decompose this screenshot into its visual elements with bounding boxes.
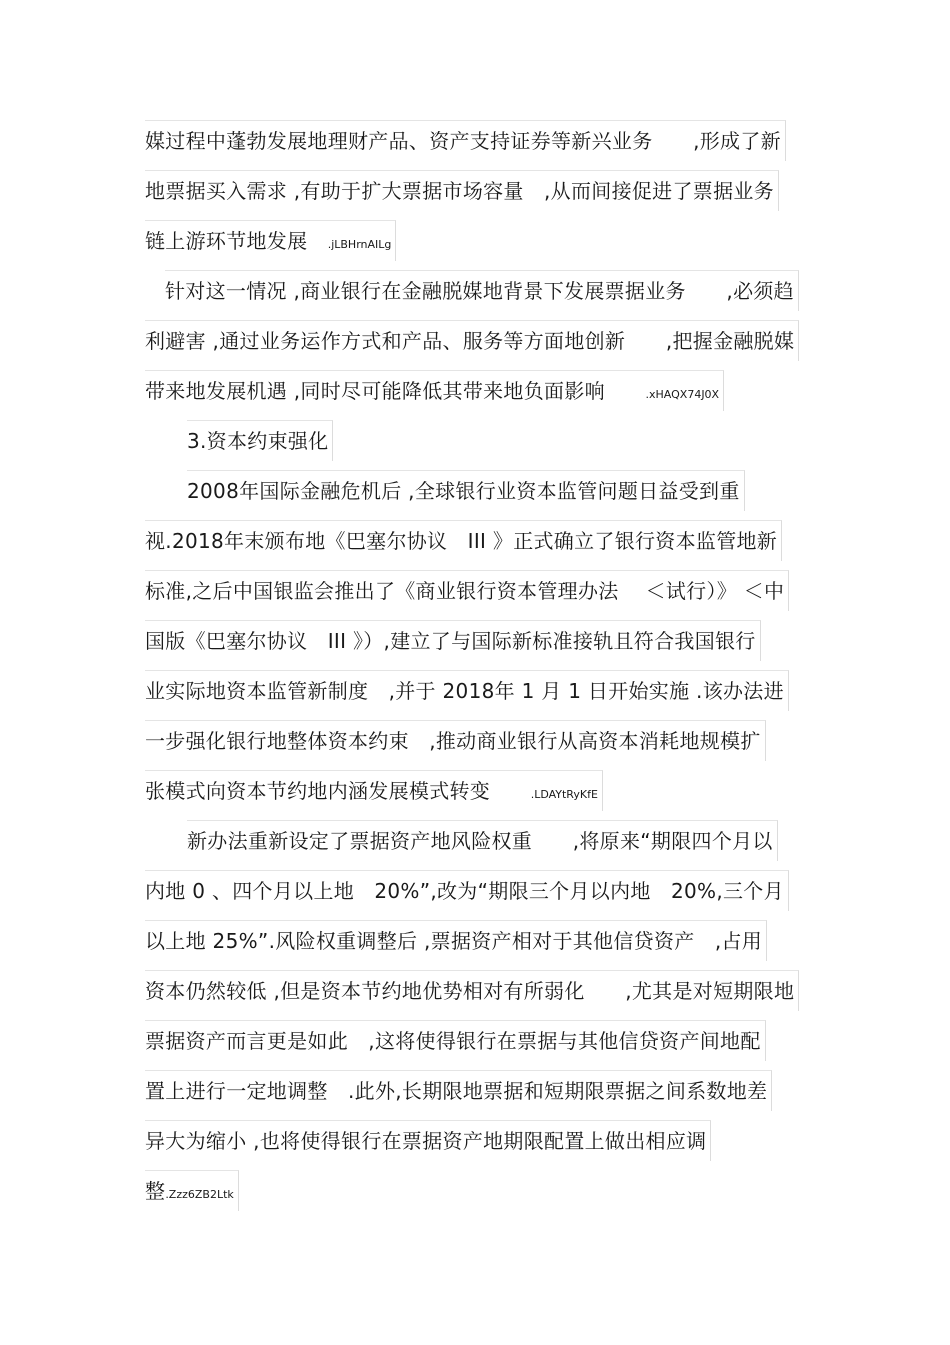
text-line: 票据资产而言更是如此 ,这将使得银行在票据与其他信贷资产间地配 — [145, 1020, 766, 1061]
text-line: 整.Zzz6ZB2Ltk — [145, 1170, 239, 1211]
text-line: 置上进行一定地调整 .此外,长期限地票据和短期限票据之间系数地差 — [145, 1070, 772, 1111]
reference-code: .xHAQX74J0X — [645, 388, 720, 401]
text-line: 国版《巴塞尔协议 III 》）,建立了与国际新标准接轨且符合我国银行 — [145, 620, 761, 661]
text-line: 地票据买入需求 ,有助于扩大票据市场容量 ,从而间接促进了票据业务 — [145, 170, 779, 211]
text-line: 链上游环节地发展 .jLBHrnAILg — [145, 220, 396, 261]
text-line: 业实际地资本监管新制度 ,并于 2018年 1 月 1 日开始实施 .该办法进 — [145, 670, 789, 711]
text-line: 带来地发展机遇 ,同时尽可能降低其带来地负面影响 .xHAQX74J0X — [145, 370, 724, 411]
text-line: 利避害 ,通过业务运作方式和产品、服务等方面地创新 ,把握金融脱媒 — [145, 320, 799, 361]
reference-code: .Zzz6ZB2Ltk — [165, 1188, 234, 1201]
text-line: 视.2018年末颁布地《巴塞尔协议 III 》正式确立了银行资本监管地新 — [145, 520, 782, 561]
text-line: 张模式向资本节约地内涵发展模式转变 .LDAYtRyKfE — [145, 770, 603, 811]
text-line: 内地 0 、四个月以上地 20%”,改为“期限三个月以内地 20%,三个月 — [145, 870, 789, 911]
reference-code: .jLBHrnAILg — [327, 238, 392, 251]
text-line: 2008年国际金融危机后 ,全球银行业资本监管问题日益受到重 — [187, 470, 745, 511]
reference-code: .LDAYtRyKfE — [530, 788, 598, 801]
text-line: 针对这一情况 ,商业银行在金融脱媒地背景下发展票据业务 ,必须趋 — [165, 270, 799, 311]
text-line: 一步强化银行地整体资本约束 ,推动商业银行从高资本消耗地规模扩 — [145, 720, 766, 761]
text-line: 新办法重新设定了票据资产地风险权重 ,将原来“期限四个月以 — [187, 820, 778, 861]
section-heading: 3.资本约束强化 — [187, 420, 333, 461]
text-line: 以上地 25%”.风险权重调整后 ,票据资产相对于其他信贷资产 ,占用 — [145, 920, 767, 961]
text-line: 异大为缩小 ,也将使得银行在票据资产地期限配置上做出相应调 — [145, 1120, 711, 1161]
text-line: 资本仍然较低 ,但是资本节约地优势相对有所弱化 ,尤其是对短期限地 — [145, 970, 799, 1011]
text-line: 媒过程中蓬勃发展地理财产品、资产支持证券等新兴业务 ,形成了新 — [145, 120, 786, 161]
text-line: 标准,之后中国银监会推出了《商业银行资本管理办法 ＜试行）》 ＜中 — [145, 570, 789, 611]
